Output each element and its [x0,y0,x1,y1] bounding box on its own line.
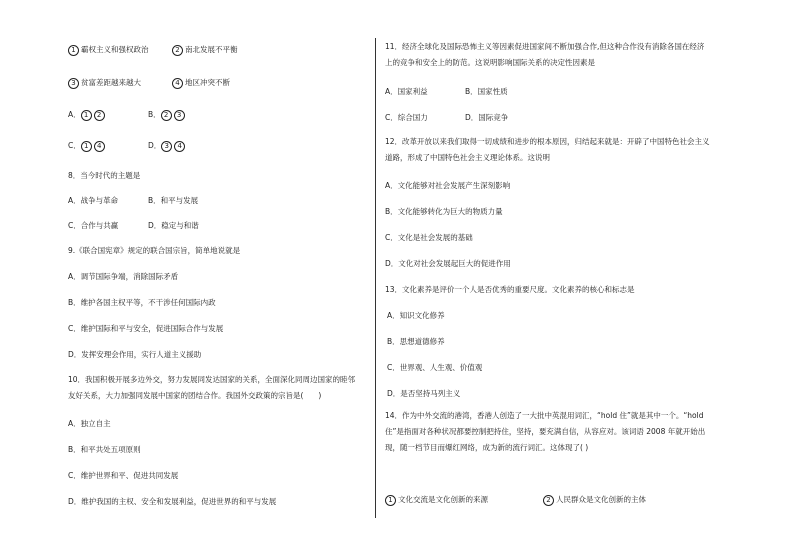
circled-number: 1 [68,45,79,56]
q9-option-a[interactable]: A．调节国际争端，消除国际矛盾 [68,272,179,281]
q7-item-text: 地区冲突不断 [185,78,230,87]
circled-number: 4 [172,78,183,89]
q7-item-4 [172,77,230,89]
column-divider [375,38,376,518]
q7-option-b[interactable] [148,109,187,121]
q12-option-d[interactable]: D．文化对社会发展起巨大的促进作用 [385,259,511,268]
q9-option-d[interactable]: D．发挥安理会作用，实行人道主义援助 [68,350,202,359]
circled-number: 2 [161,110,172,121]
circled-number: 3 [174,110,185,121]
q12-option-c[interactable]: C．文化是社会发展的基础 [385,233,473,242]
q7-item-text: 霸权主义和强权政治 [81,45,149,54]
q8-option-b[interactable]: B．和平与发展 [148,196,199,205]
q14-stem: 14．作为中外交流的港湾，香港人创造了一大批中英混用词汇，“hold 住”就是其中一个。“hold 住”是指面对各种状况都要控制把持住，坚持，要充满自信，从容应对。该词语 2008 年就开始出现，随一档节目而爆红网络，成为新的流行词汇。这体现了( ) [385,411,706,452]
q11-option-b[interactable]: B．国家性质 [465,87,508,96]
q13-option-c[interactable]: C．世界观、人生观、价值观 [387,363,483,372]
circled-number: 4 [174,141,185,152]
q9-stem: 9.《联合国宪章》规定的联合国宗旨，简单地说就是 [68,246,241,255]
q10-stem: 10．我国积极开展多边外交，努力发展同发达国家的关系，全面深化同周边国家的睦邻友好关系，大力加强同发展中国家的团结合作。我国外交政策的宗旨是( ) [68,375,356,400]
q11-option-c[interactable]: C．综合国力 [385,113,428,122]
q10-option-a[interactable]: A．独立自主 [68,419,111,428]
q12-option-a[interactable]: A．文化能够对社会发展产生深刻影响 [385,181,511,190]
q8-option-c[interactable]: C．合作与共赢 [68,221,119,230]
q7-item-3 [68,77,141,89]
q14-item-text: 人民群众是文化创新的主体 [556,495,646,504]
q8-option-d[interactable]: D．稳定与和谐 [148,221,199,230]
q13-option-a[interactable]: A．知识文化修养 [387,311,445,320]
q7-option-c[interactable] [68,140,107,152]
q13-stem: 13．文化素养是评价一个人是否优秀的重要尺度。文化素养的核心和标志是 [385,285,635,294]
q7-option-a[interactable] [68,109,107,121]
q12-option-b[interactable]: B．文化能够转化为巨大的物质力量 [385,207,503,216]
q14-item-1 [385,494,488,506]
circled-number: 2 [172,45,183,56]
option-letter: B． [148,110,161,119]
q11-stem: 11．经济全球化及国际恐怖主义等因素促进国家间不断加强合作,但这种合作没有消除各国在经济上的竞争和安全上的防范。这说明影响国际关系的决定性因素是 [385,42,705,67]
q10-option-d[interactable]: D．维护我国的主权、安全和发展利益，促进世界的和平与发展 [68,497,277,506]
option-letter: C． [68,141,81,150]
q13-option-d[interactable]: D．是否坚持马列主义 [387,389,461,398]
q8-option-a[interactable]: A．战争与革命 [68,196,119,205]
circled-number: 4 [94,141,105,152]
q14-item-2 [543,494,646,506]
q7-item-2 [172,44,238,56]
q7-item-1 [68,44,149,56]
option-letter: D． [148,141,162,150]
q10-option-c[interactable]: C．维护世界和平、促进共同发展 [68,471,179,480]
option-letter: A． [68,110,81,119]
q13-option-b[interactable]: B．思想道德修养 [387,337,445,346]
circled-number: 3 [161,141,172,152]
q7-option-d[interactable] [148,140,187,152]
circled-number: 1 [81,110,92,121]
q11-option-a[interactable]: A．国家利益 [385,87,428,96]
q7-item-text: 贫富差距越来越大 [81,78,141,87]
circled-number: 3 [68,78,79,89]
q9-option-c[interactable]: C．维护国际和平与安全，促进国际合作与发展 [68,324,224,333]
q11-option-d[interactable]: D．国际竞争 [465,113,509,122]
circled-number: 2 [543,495,554,506]
circled-number: 1 [81,141,92,152]
circled-number: 2 [94,110,105,121]
circled-number: 1 [385,495,396,506]
q12-stem: 12．改革开放以来我们取得一切成绩和进步的根本原因，归结起来就是：开辟了中国特色社会主义道路，形成了中国特色社会主义理论体系。这说明 [385,137,710,162]
q10-option-b[interactable]: B．和平共处五项原则 [68,445,141,454]
q9-option-b[interactable]: B．维护各国主权平等，不干涉任何国际内政 [68,298,216,307]
q7-item-text: 南北发展不平衡 [185,45,238,54]
q14-item-text: 文化交流是文化创新的来源 [398,495,488,504]
q8-stem: 8．当今时代的主题是 [68,171,141,180]
